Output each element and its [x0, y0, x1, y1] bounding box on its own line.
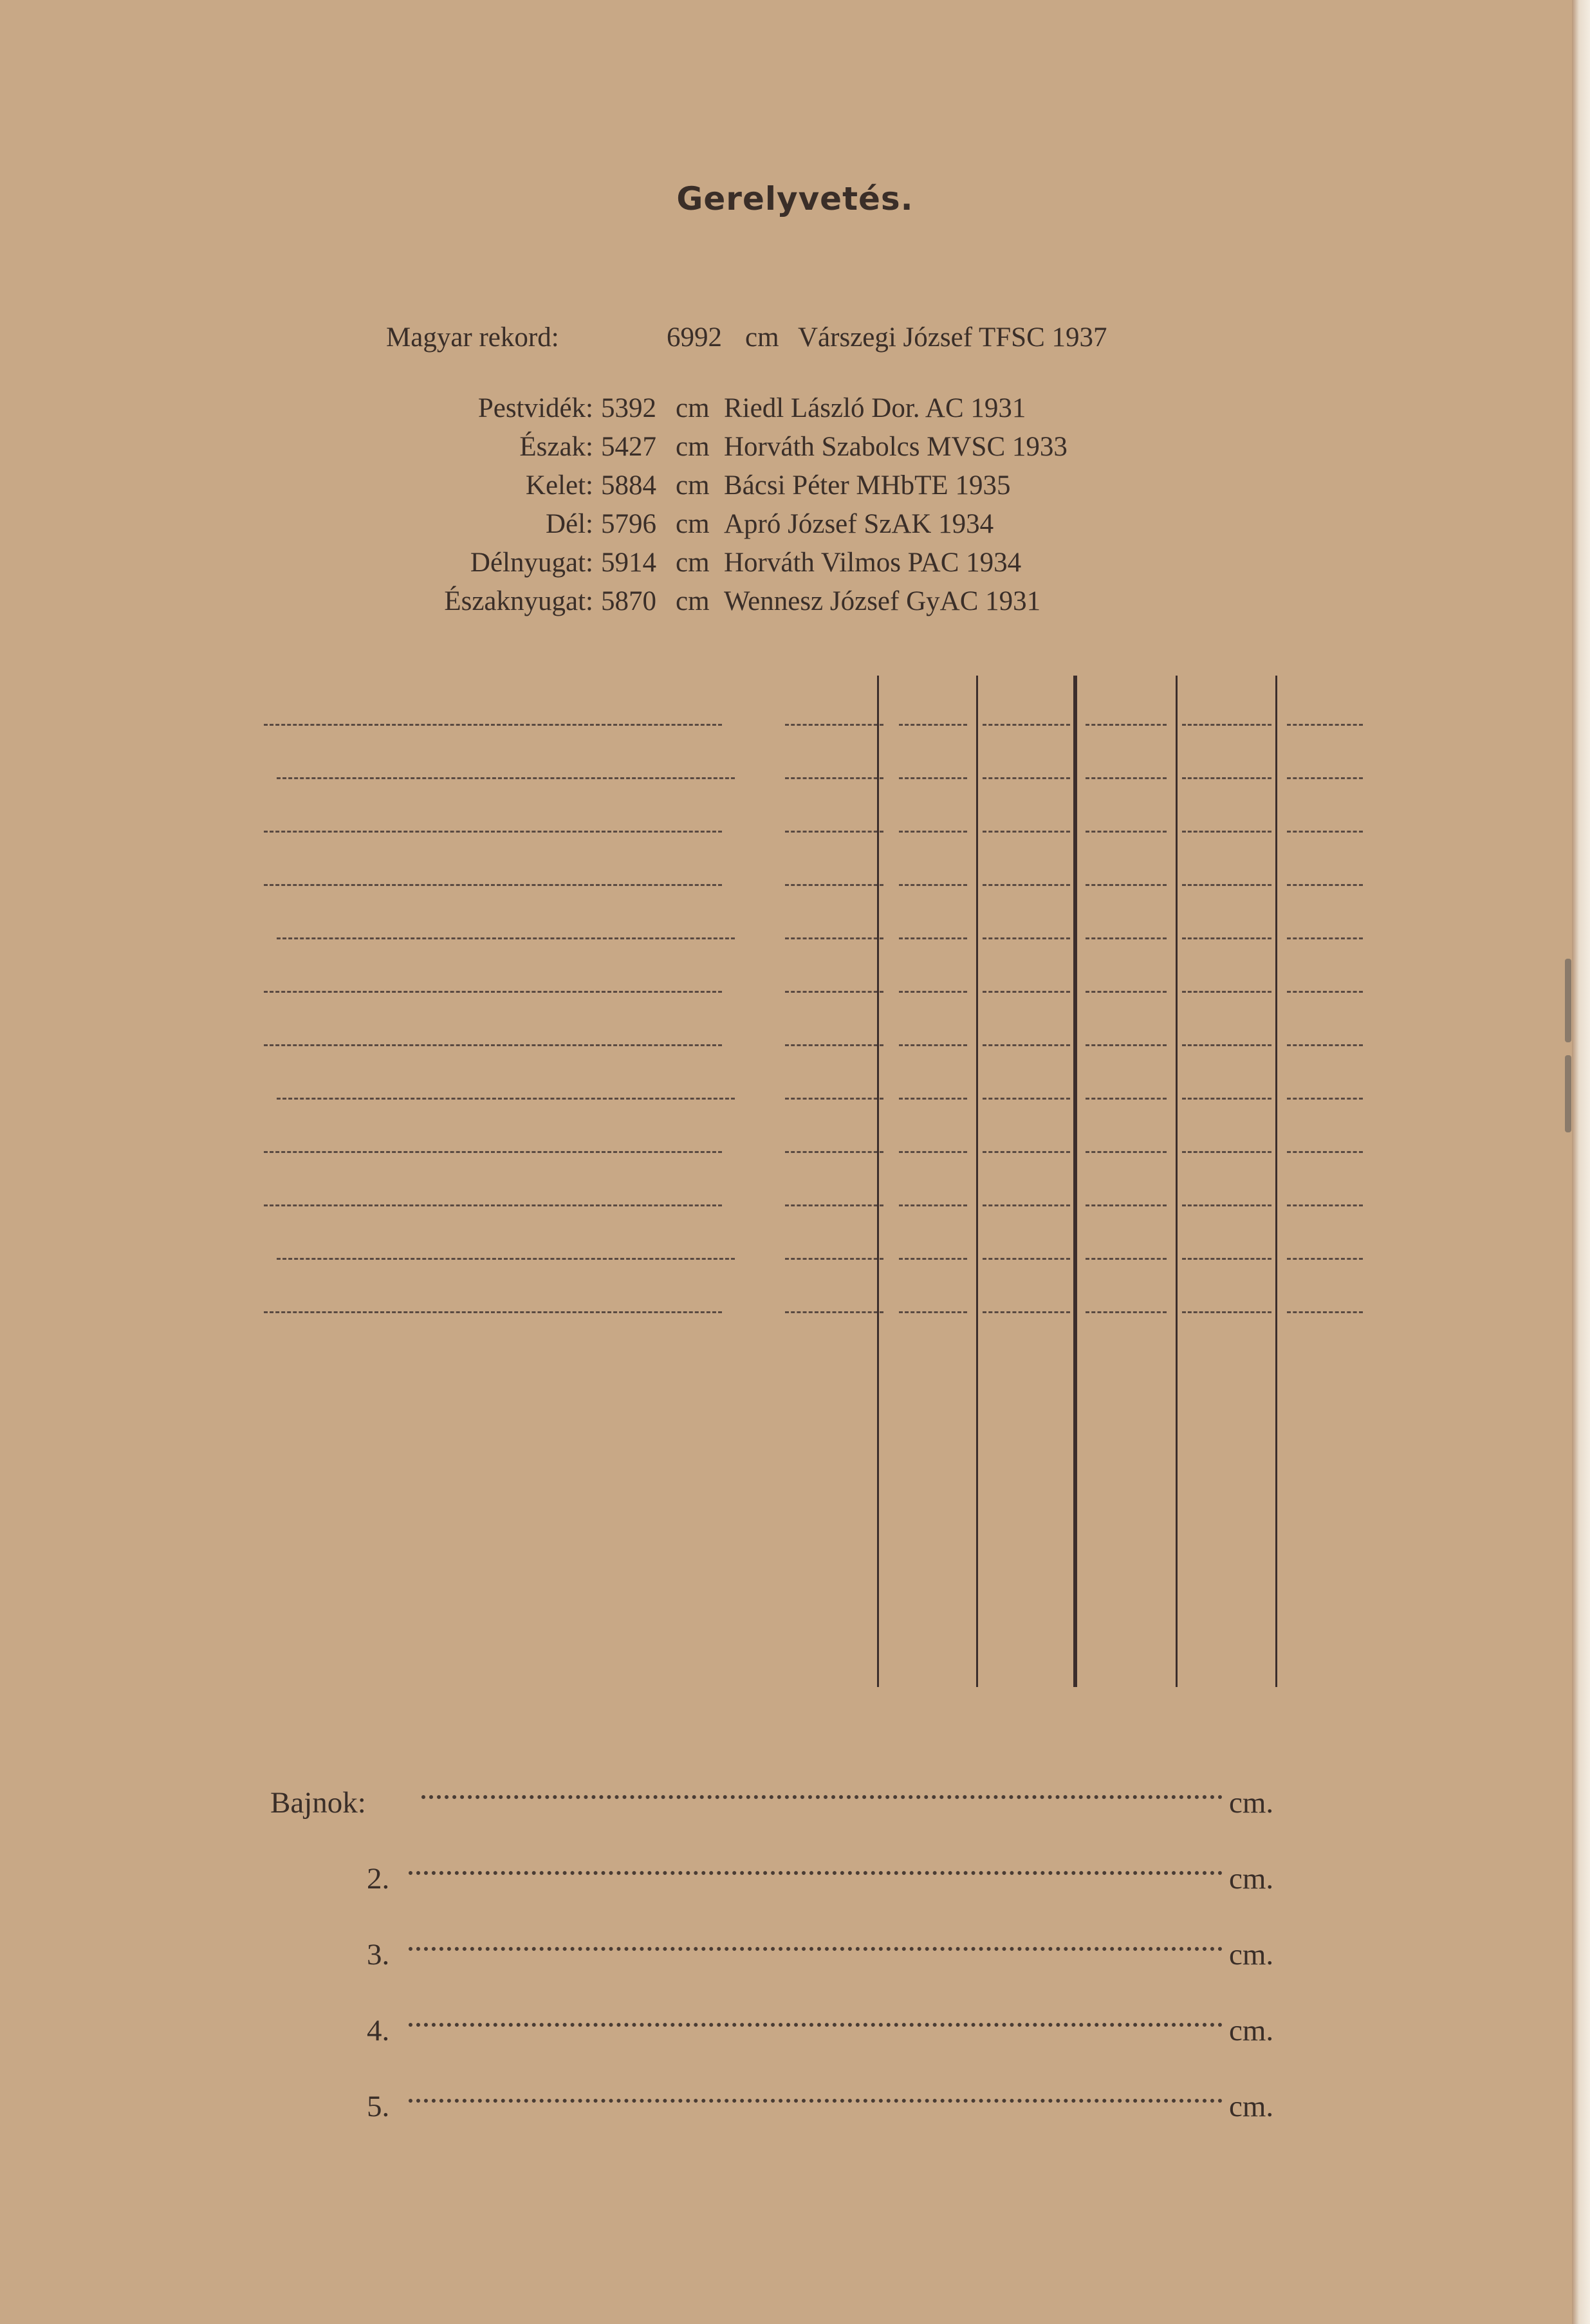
blank-line-cell	[1287, 777, 1363, 779]
blank-line-left	[277, 937, 735, 939]
blank-line-cell	[899, 991, 967, 993]
district-value: 5392	[601, 393, 656, 423]
result-unit: cm.	[1229, 1938, 1274, 1971]
blank-line-cell	[1086, 1044, 1167, 1046]
blank-line-cell	[785, 1311, 883, 1313]
district-unit: cm	[676, 470, 710, 501]
result-place: 2.	[367, 1862, 390, 1895]
column-rule	[877, 676, 879, 1687]
blank-line-cell	[1182, 777, 1271, 779]
record-label: Magyar rekord:	[386, 322, 559, 353]
blank-line-cell	[1182, 1151, 1271, 1153]
district-label: Kelet:	[525, 470, 593, 501]
blank-line-cell	[1086, 724, 1167, 726]
result-unit: cm.	[1229, 2014, 1274, 2047]
blank-line-left	[264, 1204, 722, 1206]
page-title: Gerelyvetés.	[676, 180, 914, 217]
blank-line-cell	[899, 1098, 967, 1100]
blank-line-cell	[899, 777, 967, 779]
blank-line-left	[277, 1098, 735, 1100]
district-unit: cm	[676, 393, 710, 423]
district-label: Pestvidék:	[477, 393, 593, 423]
district-unit: cm	[676, 548, 710, 578]
district-record-row	[386, 389, 1351, 428]
district-unit: cm	[676, 432, 710, 462]
district-value: 5427	[601, 432, 656, 462]
blank-line-cell	[1086, 1151, 1167, 1153]
district-record-row	[386, 466, 1351, 505]
record-unit: cm	[745, 322, 779, 353]
blank-line-cell	[1182, 1311, 1271, 1313]
blank-line-cell	[1287, 937, 1363, 939]
result-unit: cm.	[1229, 1862, 1274, 1895]
result-place: 4.	[367, 2014, 390, 2047]
national-record-row	[386, 318, 1351, 357]
staple	[1565, 1055, 1571, 1132]
district-value: 5914	[601, 548, 656, 578]
result-unit: cm.	[1229, 1786, 1274, 1820]
blank-line-cell	[785, 1258, 883, 1260]
blank-line-cell	[785, 991, 883, 993]
blank-line-cell	[899, 1311, 967, 1313]
blank-line-cell	[1182, 937, 1271, 939]
blank-line-cell	[1287, 1204, 1363, 1206]
result-row	[270, 1777, 1300, 1829]
result-row	[270, 1853, 1300, 1904]
blank-line-cell	[785, 1098, 883, 1100]
column-rule	[1275, 676, 1277, 1687]
result-row	[270, 2005, 1300, 2056]
page-edge	[1572, 0, 1590, 2324]
blank-line-cell	[1182, 884, 1271, 886]
district-holder: Apró József SzAK 1934	[724, 509, 994, 539]
blank-line-cell	[983, 777, 1070, 779]
blank-line-left	[277, 777, 735, 779]
blank-line-cell	[983, 884, 1070, 886]
blank-line-cell	[899, 884, 967, 886]
blank-line-cell	[899, 937, 967, 939]
blank-line-cell	[983, 1044, 1070, 1046]
result-blank[interactable]	[409, 2099, 1223, 2103]
result-row	[270, 2081, 1300, 2132]
blank-line-cell	[1086, 1311, 1167, 1313]
blank-line-left	[264, 1311, 722, 1313]
blank-line-cell	[1086, 937, 1167, 939]
blank-line-cell	[1182, 1098, 1271, 1100]
blank-line-cell	[1287, 991, 1363, 993]
blank-line-cell	[785, 937, 883, 939]
record-value: 6992	[667, 322, 722, 353]
blank-line-cell	[1287, 1151, 1363, 1153]
blank-line-cell	[1086, 1258, 1167, 1260]
blank-line-cell	[983, 1151, 1070, 1153]
blank-line-cell	[1287, 1044, 1363, 1046]
district-record-row	[386, 428, 1351, 466]
column-rule	[1176, 676, 1178, 1687]
result-place: 3.	[367, 1938, 390, 1971]
blank-line-cell	[899, 831, 967, 833]
district-holder: Horváth Vilmos PAC 1934	[724, 548, 1022, 578]
blank-line-cell	[1182, 1258, 1271, 1260]
blank-line-cell	[785, 831, 883, 833]
blank-line-cell	[1182, 991, 1271, 993]
district-value: 5884	[601, 470, 656, 501]
district-label: Délnyugat:	[470, 548, 593, 578]
blank-line-cell	[899, 1258, 967, 1260]
blank-line-left	[277, 1258, 735, 1260]
blank-line-cell	[1086, 884, 1167, 886]
blank-line-cell	[983, 937, 1070, 939]
blank-line-left	[264, 724, 722, 726]
blank-line-cell	[1287, 1258, 1363, 1260]
blank-line-cell	[1287, 1311, 1363, 1313]
result-blank[interactable]	[409, 1947, 1223, 1951]
result-blank[interactable]	[409, 2023, 1223, 2027]
result-blank[interactable]	[421, 1795, 1223, 1799]
blank-line-cell	[1086, 991, 1167, 993]
blank-line-left	[264, 831, 722, 833]
blank-line-cell	[899, 1044, 967, 1046]
blank-line-cell	[983, 1311, 1070, 1313]
blank-line-cell	[983, 1098, 1070, 1100]
column-rule	[1073, 676, 1077, 1687]
blank-line-cell	[785, 1151, 883, 1153]
column-rule	[976, 676, 978, 1687]
district-holder: Riedl László Dor. AC 1931	[724, 393, 1026, 423]
blank-line-cell	[983, 724, 1070, 726]
blank-line-cell	[983, 1258, 1070, 1260]
blank-line-cell	[1086, 1204, 1167, 1206]
blank-line-cell	[785, 1044, 883, 1046]
blank-line-cell	[1182, 724, 1271, 726]
result-blank[interactable]	[409, 1871, 1223, 1875]
blank-line-cell	[899, 1151, 967, 1153]
blank-line-left	[264, 884, 722, 886]
district-value: 5870	[601, 586, 656, 616]
blank-line-left	[264, 1151, 722, 1153]
blank-line-cell	[785, 724, 883, 726]
district-holder: Bácsi Péter MHbTE 1935	[724, 470, 1011, 501]
blank-line-cell	[1086, 831, 1167, 833]
blank-line-cell	[899, 724, 967, 726]
district-holder: Horváth Szabolcs MVSC 1933	[724, 432, 1068, 462]
district-unit: cm	[676, 509, 710, 539]
blank-line-cell	[1086, 777, 1167, 779]
result-place: Bajnok:	[270, 1786, 366, 1820]
blank-line-cell	[899, 1204, 967, 1206]
district-unit: cm	[676, 586, 710, 616]
district-record-row	[386, 505, 1351, 544]
blank-line-cell	[785, 777, 883, 779]
district-record-row	[386, 582, 1351, 621]
blank-line-cell	[1182, 831, 1271, 833]
blank-line-cell	[785, 1204, 883, 1206]
blank-line-cell	[1287, 831, 1363, 833]
result-place: 5.	[367, 2090, 390, 2123]
record-holder: Várszegi József TFSC 1937	[798, 322, 1107, 353]
blank-line-cell	[785, 884, 883, 886]
district-label: Észak:	[519, 432, 593, 462]
staple	[1565, 959, 1571, 1042]
result-unit: cm.	[1229, 2090, 1274, 2123]
blank-line-cell	[1287, 1098, 1363, 1100]
blank-line-cell	[983, 831, 1070, 833]
blank-line-cell	[983, 1204, 1070, 1206]
district-label: Északnyugat:	[444, 586, 593, 616]
blank-line-cell	[1287, 724, 1363, 726]
district-value: 5796	[601, 509, 656, 539]
blank-line-cell	[983, 991, 1070, 993]
blank-line-cell	[1287, 884, 1363, 886]
result-row	[270, 1929, 1300, 1980]
blank-line-left	[264, 1044, 722, 1046]
district-holder: Wennesz József GyAC 1931	[724, 586, 1041, 616]
blank-line-left	[264, 991, 722, 993]
district-record-row	[386, 544, 1351, 582]
blank-line-cell	[1182, 1044, 1271, 1046]
blank-line-cell	[1086, 1098, 1167, 1100]
blank-line-cell	[1182, 1204, 1271, 1206]
district-label: Dél:	[545, 509, 593, 539]
